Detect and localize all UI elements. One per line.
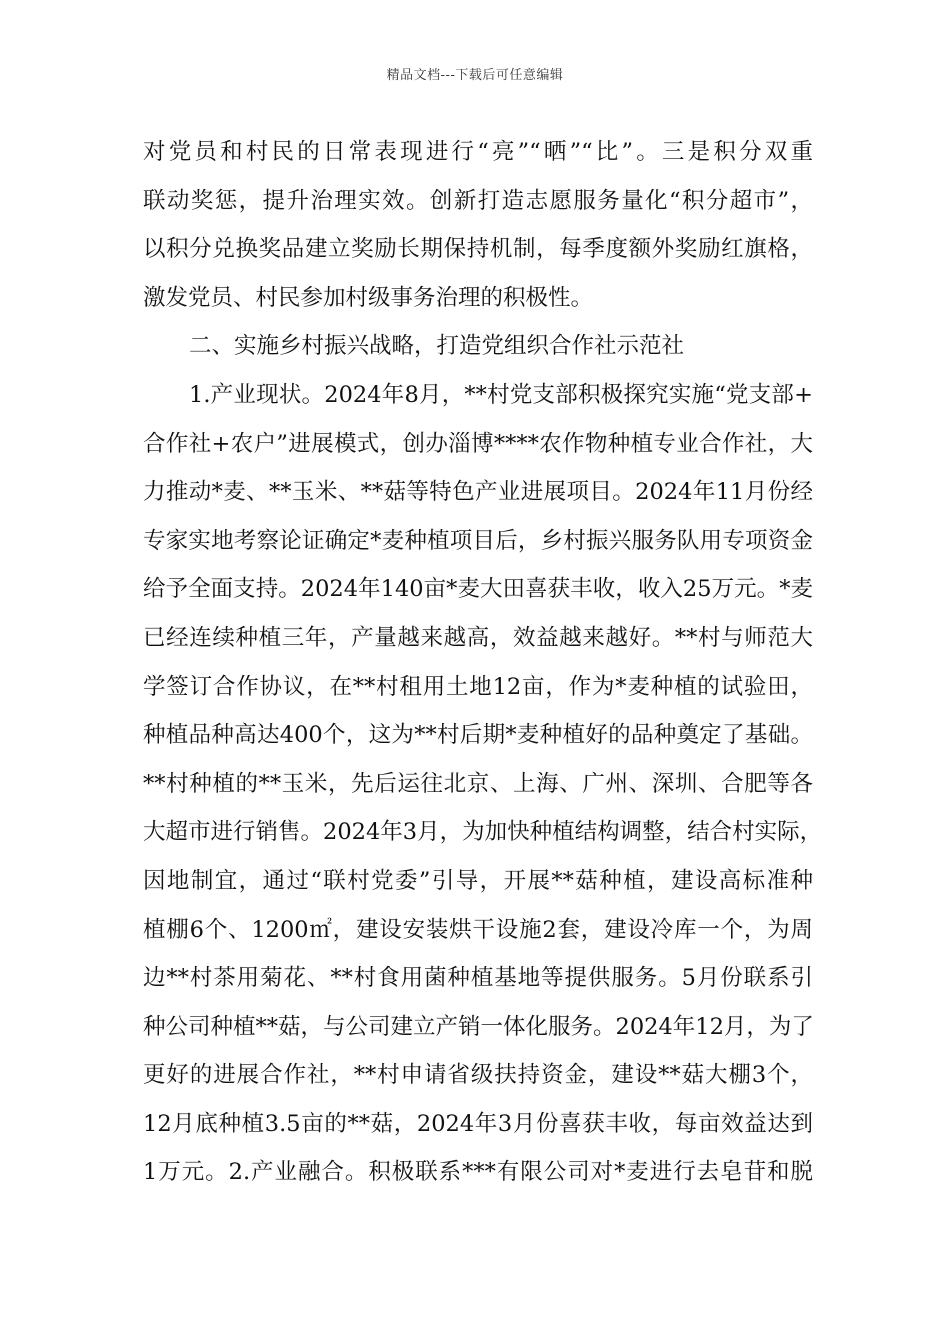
paragraph-line: 更好的进展合作社，**村申请省级扶持资金，建设**菇大棚3个， <box>143 1062 813 1089</box>
paragraph-line: 因地制宜，通过“联村党委”引导，开展**菇种植，建设高标准种 <box>143 867 813 894</box>
document-body <box>143 128 823 1197</box>
paragraph-line: 12月底种植3.5亩的**菇，2024年3月份喜获丰收，每亩效益达到 <box>143 1110 813 1137</box>
paragraph-line: 种公司种植**菇，与公司建立产销一体化服务。2024年12月，为了 <box>143 1013 814 1040</box>
paragraph-line: 专家实地考察论证确定*麦种植项目后，乡村振兴服务队用专项资金 <box>143 527 813 554</box>
paragraph-line: 给予全面支持。2024年140亩*麦大田喜获丰收，收入25万元。*麦 <box>143 576 813 603</box>
paragraph-line: 大超市进行销售。2024年3月，为加快种植结构调整，结合村实际， <box>143 819 823 846</box>
paragraph-line: 1.产业现状。2024年8月，**村党支部积极探究实施“党支部+ <box>189 381 813 408</box>
paragraph-line: 联动奖惩，提升治理实效。创新打造志愿服务量化“积分超市”， <box>143 187 813 214</box>
page-header: 精品文档---下载后可任意编辑 <box>386 68 564 83</box>
paragraph-line: 学签订合作协议，在**村租用土地12亩，作为*麦种植的试验田， <box>143 673 813 700</box>
paragraph-line: 对党员和村民的日常表现进行“亮”“晒”“比”。三是积分双重 <box>143 139 813 165</box>
paragraph-line: 边**村茶用菊花、**村食用菌种植基地等提供服务。5月份联系引 <box>143 965 813 992</box>
paragraph-line: 已经连续种植三年，产量越来越高，效益越来越好。**村与师范大 <box>143 624 813 651</box>
section-heading: 二、实施乡村振兴战略，打造党组织合作社示范社 <box>189 333 685 360</box>
paragraph-line: 力推动*麦、**玉米、**菇等特色产业进展项目。2024年11月份经 <box>143 479 813 506</box>
paragraph-line: 植棚6个、1200㎡，建设安装烘干设施2套，建设冷库一个，为周 <box>143 916 813 943</box>
paragraph-line: 1万元。2.产业融合。积极联系***有限公司对*麦进行去皂苷和脱 <box>143 1159 813 1186</box>
paragraph-line: 种植品种高达400个，这为**村后期*麦种植好的品种奠定了基础。 <box>143 722 813 749</box>
paragraph-line: 激发党员、村民参加村级事务治理的积极性。 <box>143 284 594 311</box>
paragraph-line: 以积分兑换奖品建立奖励长期保持机制，每季度额外奖励红旗格， <box>143 236 813 263</box>
paragraph-line: 合作社+农户”进展模式，创办淄博****农作物种植专业合作社，大 <box>143 430 813 457</box>
paragraph-line: **村种植的**玉米，先后运往北京、上海、广州、深圳、合肥等各 <box>143 770 813 797</box>
